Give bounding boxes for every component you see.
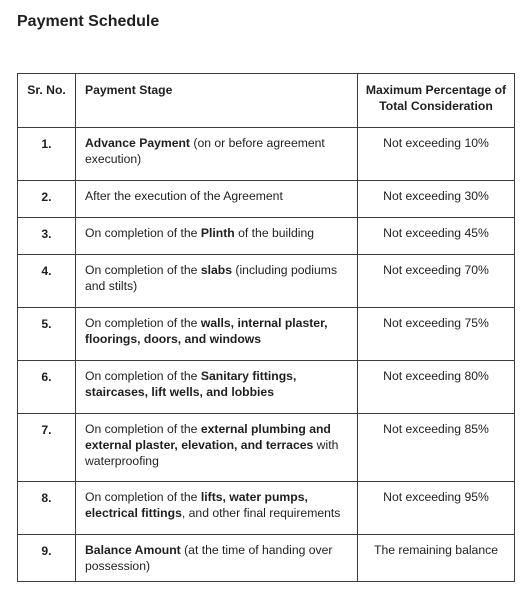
table-row [18, 535, 515, 582]
stage-text: On completion of the [85, 263, 201, 277]
stage-text: (on or before agreement execution) [85, 136, 325, 166]
row-sr-no: 5. [18, 308, 76, 361]
stage-bold-text: lifts, water pumps, electrical fittings [85, 490, 308, 520]
row-max-percentage: Not exceeding 95% [358, 482, 515, 535]
table-row [18, 482, 515, 535]
row-payment-stage [76, 535, 358, 582]
row-max-percentage: Not exceeding 70% [358, 255, 515, 308]
row-max-percentage: Not exceeding 30% [358, 181, 515, 218]
stage-text: On completion of the [85, 226, 201, 240]
stage-bold-text: slabs [200, 263, 233, 277]
row-sr-no: 7. [18, 414, 76, 482]
row-max-percentage: Not exceeding 10% [358, 128, 515, 181]
stage-bold-text: walls, internal plaster, floorings, doors, and windows [85, 316, 328, 346]
table-row [18, 414, 515, 482]
stage-text: (including podiums and stilts) [85, 263, 338, 293]
stage-text: On completion of the [85, 369, 201, 383]
row-sr-no: 1. [18, 128, 76, 181]
row-payment-stage [76, 308, 358, 361]
table-row [18, 128, 515, 181]
row-sr-no: 9. [18, 535, 76, 582]
stage-bold-text: Sanitary fittings, staircases, lift wells, and lobbies [85, 369, 297, 399]
row-max-percentage: Not exceeding 85% [358, 414, 515, 482]
stage-bold-text: Advance Payment [85, 136, 190, 150]
stage-text: with waterproofing [85, 438, 339, 468]
table-row [18, 308, 515, 361]
row-payment-stage [76, 414, 358, 482]
row-sr-no: 4. [18, 255, 76, 308]
table-row [18, 361, 515, 414]
table-header-row [18, 74, 515, 128]
stage-text: (at the time of handing over possession) [85, 543, 333, 573]
stage-bold-text: external plumbing and external plaster, elevation, and terraces [85, 422, 331, 452]
row-payment-stage [76, 255, 358, 308]
stage-text: of the building [234, 226, 314, 240]
stage-bold-text: Balance Amount [85, 543, 181, 557]
row-payment-stage [76, 218, 358, 255]
row-sr-no: 6. [18, 361, 76, 414]
row-payment-stage [76, 181, 358, 218]
row-payment-stage [76, 482, 358, 535]
row-max-percentage: The remaining balance [358, 535, 515, 582]
page-title: Payment Schedule [17, 13, 160, 30]
table-row [18, 218, 515, 255]
header-sr-no: Sr. No. [18, 74, 76, 128]
stage-text: On completion of the [85, 422, 201, 436]
stage-text: After the execution of the Agreement [85, 189, 283, 203]
table-row [18, 255, 515, 308]
stage-text: On completion of the [85, 490, 201, 504]
row-max-percentage: Not exceeding 45% [358, 218, 515, 255]
stage-text: , and other final requirements [181, 506, 341, 520]
stage-bold-text: Plinth [200, 226, 235, 240]
row-sr-no: 3. [18, 218, 76, 255]
row-sr-no: 8. [18, 482, 76, 535]
payment-schedule-table [17, 73, 515, 582]
row-sr-no: 2. [18, 181, 76, 218]
header-max-percentage: Maximum Percentage of Total Consideration [358, 74, 515, 128]
row-payment-stage [76, 128, 358, 181]
row-max-percentage: Not exceeding 80% [358, 361, 515, 414]
row-max-percentage: Not exceeding 75% [358, 308, 515, 361]
table-row [18, 181, 515, 218]
row-payment-stage [76, 361, 358, 414]
header-payment-stage: Payment Stage [76, 74, 358, 128]
stage-text: On completion of the [85, 316, 201, 330]
